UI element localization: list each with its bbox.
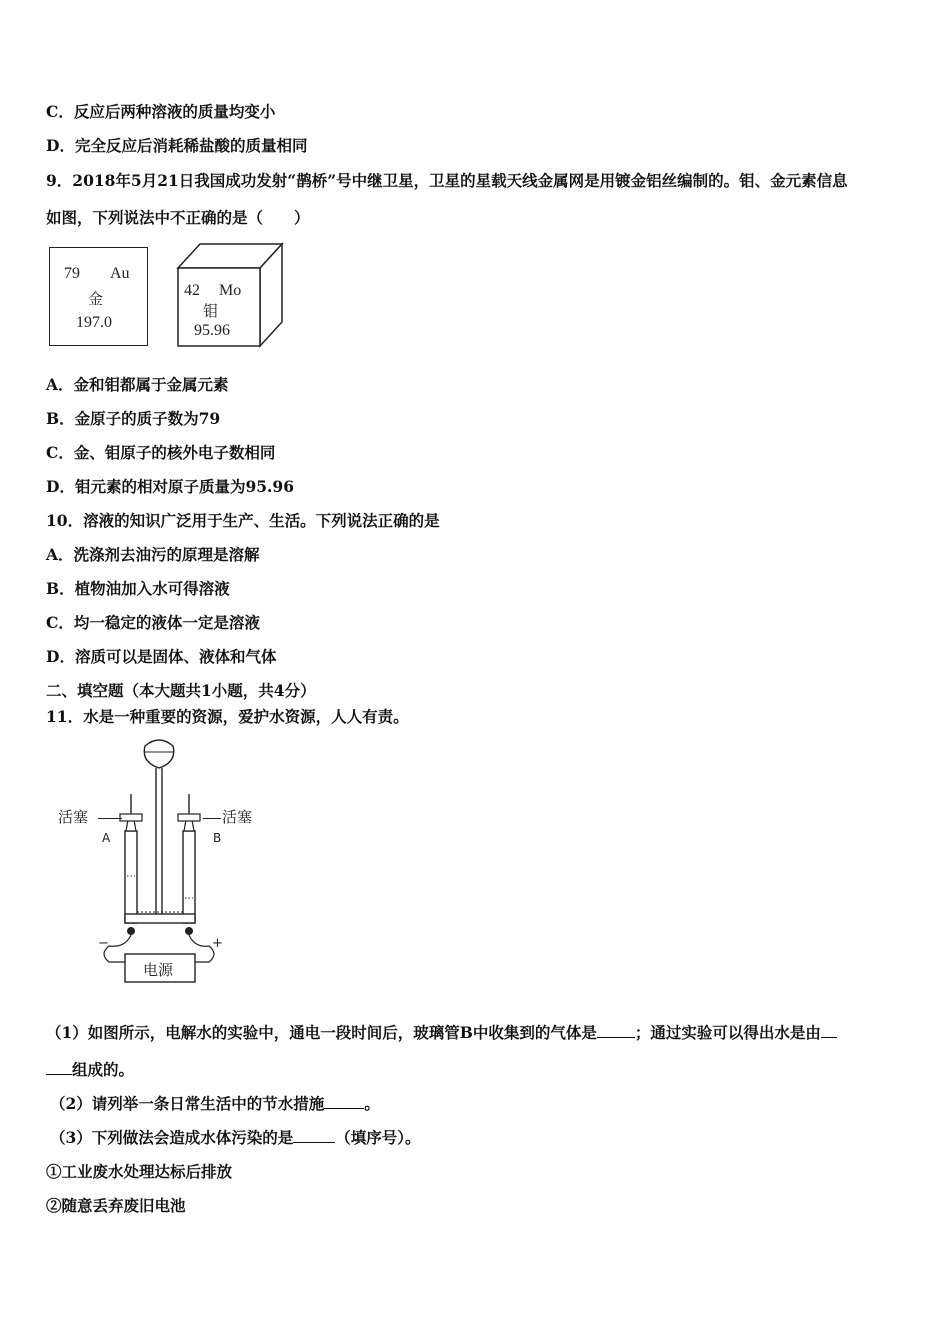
gold-atomic-mass: 197.0 [76,314,112,331]
negative-terminal-label: − [98,936,109,951]
q11-part1-blank2-start [821,1023,837,1038]
q11-part2-blank [324,1094,364,1109]
q9-option-c: C．金、钼原子的核外电子数相同 [46,443,276,462]
q11-part1-text-a: （1）如图所示，电解水的实验中，通电一段时间后，玻璃管B中收集到的气体是 [46,1023,597,1042]
q9-stem-line2: 如图，下列说法中不正确的是（ ） [46,208,310,227]
tube-a-label: A [102,831,111,845]
q11-part3-text: （3）下列做法会造成水体污染的是 [50,1128,294,1147]
q11-choice-2: ②随意丢弃废旧电池 [46,1196,186,1215]
gold-symbol: Au [110,265,130,282]
q9-stem-line1: 9．2018年5月21日我国成功发射“鹊桥”号中继卫星，卫星的星载天线金属网是用镀金铝丝编制的。钼、金元素信息 [46,171,848,190]
q11-part3-end: （填序号）。 [335,1128,421,1147]
molybdenum-name: 钼 [203,302,219,320]
q8-option-d: D．完全反应后消耗稀盐酸的质量相同 [46,136,308,155]
molybdenum-symbol: Mo [219,282,242,299]
q11-part1-line1 [46,1023,837,1043]
q11-part2 [50,1094,380,1114]
q11-part3 [50,1128,421,1148]
q9-option-d: D．钼元素的相对原子质量为95.96 [46,477,294,496]
gold-element-card [49,247,148,346]
q10-stem: 10．溶液的知识广泛用于生产、生活。下列说法正确的是 [46,511,440,530]
valve-right-label: 活塞 [222,808,253,826]
section-heading: 二、填空题（本大题共1小题，共4分） [46,681,316,700]
q11-part1-line2 [46,1060,134,1080]
q11-part1-blank1 [597,1023,635,1038]
q11-choice-1: ①工业废水处理达标后排放 [46,1162,233,1181]
q10-option-c: C．均一稳定的液体一定是溶液 [46,613,260,632]
power-supply-label: 电源 [143,961,174,979]
q11-part3-blank [293,1128,335,1143]
tube-b-label: B [213,831,222,845]
valve-left-label: 活塞 [58,808,89,826]
valve-right-pointer [203,818,221,819]
molybdenum-atomic-number: 42 [184,282,200,299]
gold-name: 金 [88,290,104,308]
q9-option-b: B．金原子的质子数为79 [46,409,221,428]
q10-option-d: D．溶质可以是固体、液体和气体 [46,647,277,666]
q11-part1-text-b: ；通过实验可以得出水是由 [634,1023,821,1042]
q11-part2-end: 。 [364,1094,380,1113]
q10-option-a: A．洗涤剂去油污的原理是溶解 [46,545,260,564]
electrolysis-apparatus-diagram [95,736,230,990]
q9-option-a: A．金和钼都属于金属元素 [46,375,229,394]
molybdenum-atomic-mass: 95.96 [194,322,230,339]
q11-part2-text: （2）请列举一条日常生活中的节水措施 [50,1094,325,1113]
gold-atomic-number: 79 [64,265,80,282]
q11-part1-text-c: 组成的。 [72,1060,135,1079]
q8-option-c: C．反应后两种溶液的质量均变小 [46,102,276,121]
q10-option-b: B．植物油加入水可得溶液 [46,579,230,598]
valve-left-pointer [98,818,122,819]
positive-terminal-label: + [212,936,223,951]
q11-part1-blank2-end [46,1060,72,1075]
q11-stem: 11．水是一种重要的资源，爱护水资源，人人有责。 [46,707,409,726]
